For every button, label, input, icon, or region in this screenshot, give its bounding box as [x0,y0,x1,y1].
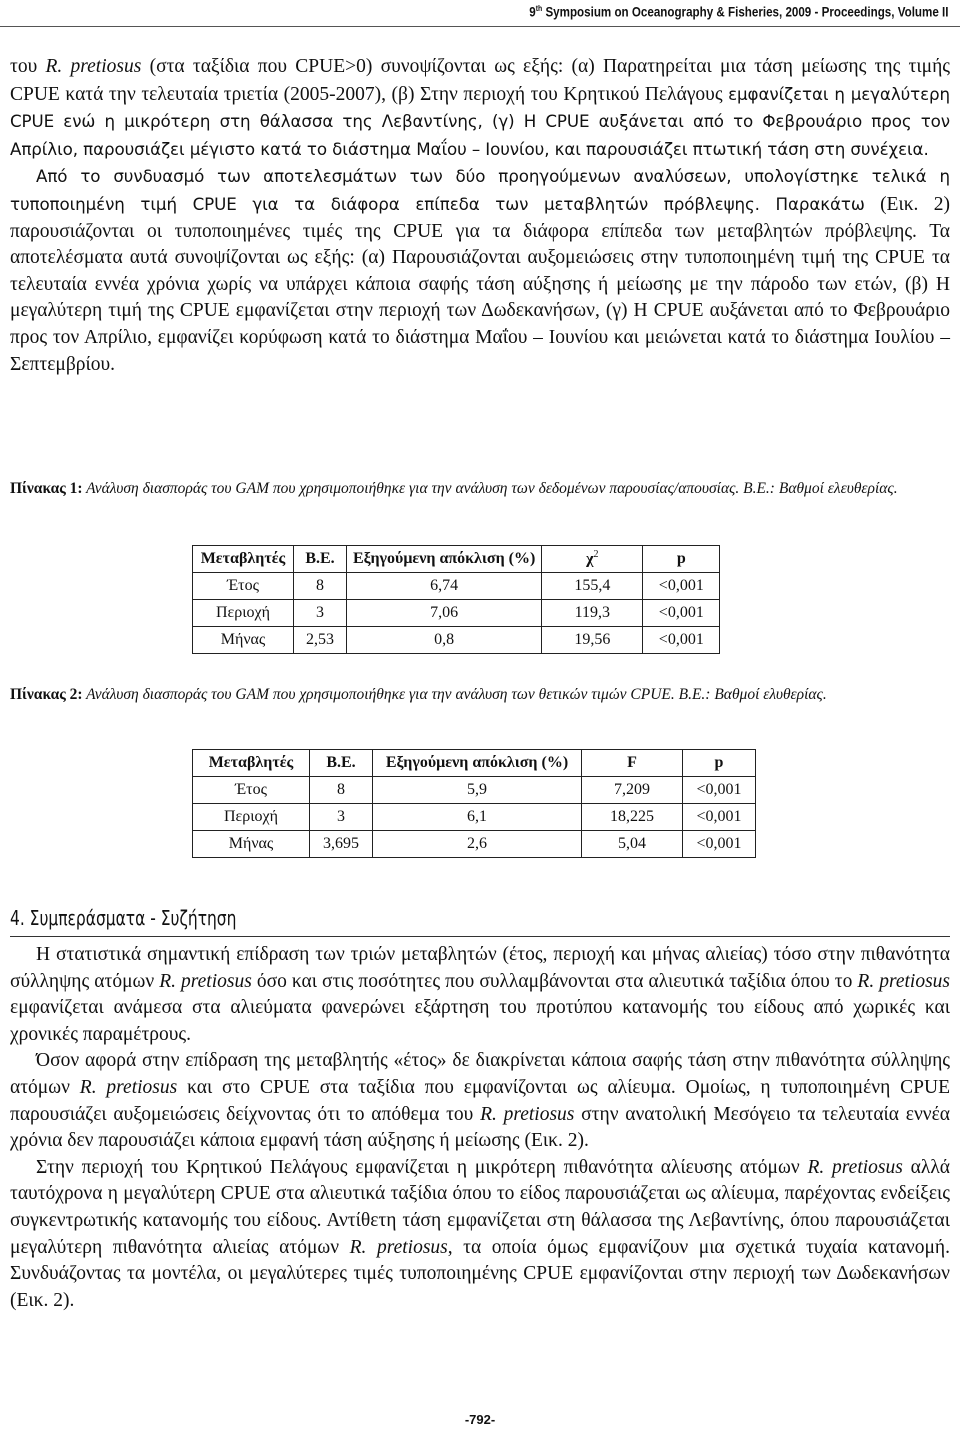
section-divider [10,936,950,937]
table-row: Περιοχή 3 7,06 119,3 <0,001 [193,600,720,627]
body-text-top [10,54,950,378]
table-header-row: Μεταβλητές Β.Ε. Εξηγούμενη απόκλιση (%) $\chi^2$ p [193,546,720,573]
table-row: Περιοχή 3 6,1 18,225 <0,001 [193,804,756,831]
species-name: R. pretiosus [480,1103,575,1125]
section-heading-conclusions: 4. Συμπεράσματα - Συζήτηση [10,906,237,930]
page-number: -792- [464,1412,496,1427]
species-name: R. pretiosus [349,1236,448,1258]
table-row: Έτος 8 6,74 155,4 <0,001 [193,573,720,600]
table1-anova-presence-absence [192,545,720,654]
running-header: 9th Symposium on Oceanography & Fisheries, 2009 - Proceedings, Volume II [528,4,948,20]
header-divider [0,26,960,27]
table1-caption: Πίνακας 1: Ανάλυση διασποράς του GAM που χρησιμοποιήθηκε για την ανάλυση των δεδομένων παρουσίας/απουσίας. Β.Ε.: Βαθμοί ελευθερίας. [10,480,898,497]
paragraph-conclusion-2: Όσον αφορά στην επίδραση της μεταβλητής «έτος» δε διακρίνεται κάποια σαφής τάση στην πιθανότητα σύλληψης ατόμων R. pretiosus και στο CPUE στα ταξίδια που εμφανίζονται ως αλίευμα. Ομοίως, η τυποποιημένη CPUE παρουσιάζει αυξομειώσεις δείχνοντας ότι το απόθεμα του R. pretiosus στην ανατολική Μεσόγειο τα τελευταία εννέα χρόνια δεν παρουσιάζει κάποια εμφανή τάση αύξησης ή μείωσης (Εικ. 2). [10,1050,950,1152]
table-row: Μήνας 3,695 2,6 5,04 <0,001 [193,831,756,858]
species-name: R. pretiosus [807,1156,903,1178]
table2-caption: Πίνακας 2: Ανάλυση διασποράς του GAM που χρησιμοποιήθηκε για την ανάλυση των θετικών τιμών CPUE. Β.Ε.: Βαθμοί ελυθερίας. [10,686,827,703]
species-name: R. pretiosus [45,56,142,77]
table-header-row: Μεταβλητές Β.Ε. Εξηγούμενη απόκλιση (%) F p [193,750,756,777]
table-row: Μήνας 2,53 0,8 19,56 <0,001 [193,627,720,654]
paragraph-standardized-cpue: Από το συνδυασμό των αποτελεσμάτων των δύο προηγούμενων αναλύσεων, υπολογίστηκε τελικά η τυποποιημένη τιμή CPUE για τα διάφορα επίπεδα των μεταβλητών πρόβλεψης. Παρακάτω (Εικ. 2) παρουσιάζονται οι τυποποιημένες τιμές της CPUE για τα διάφορα επίπεδα των μεταβλητών πρόβλεψης. Τα αποτελέσματα αυτά συνοψίζονται ως εξής: (α) Παρουσιάζονται αυξομειώσεις στην τυποποιημένη τιμή της CPUE τα τελευταία εννέα χρόνια χωρίς να υπάρχει κάποια σαφής τάση αύξησης ή μείωσης με την πάροδο των ετών, (β) Η μεγαλύτερη τιμή της CPUE εμφανίζεται στην περιοχή των Δωδεκανήσων, (γ) Η CPUE αυξάνεται από το Φεβρουάριο προς τον Απρίλιο, εμφανίζει κορύφωση κατά το διάστημα Μαΐου – Ιουνίου και μειώνεται κατά το διάστημα Ιουλίου – Σεπτεμβρίου. [10,166,950,375]
table-row: Έτος 8 5,9 7,209 <0,001 [193,777,756,804]
paragraph-conclusion-1: Η στατιστικά σημαντική επίδραση των τριών μεταβλητών (έτος, περιοχή και μήνας αλιείας) τόσο στην πιθανότητα σύλληψης ατόμων R. pretiosus όσο και στις ποσότητες που συλλαμβάνονται στα αλιευτικά ταξίδια όπου το R. pretiosus εμφανίζεται ανάμεσα στα αλιεύματα φανερώνει εξάρτηση του προτύπου κατανομής του είδους από χωρικές και χρονικές παραμέτρους. [10,944,951,1045]
species-name: R. pretiosus [79,1076,178,1098]
paragraph-results-summary: του R. pretiosus (στα ταξίδια που CPUE>0) συνοψίζονται ως εξής: (α) Παρατηρείται μια τάση μείωσης της τιμής CPUE κατά την τελευταία τριετία (2005-2007), (β) Στην περιοχή του Κρητικού Πελάγους εμφανίζεται η μεγαλύτερη CPUE ενώ η μικρότερη στη θάλασσα της Λεβαντίνης, (γ) Η CPUE αυξάνεται από το Φεβρουάριο προς τον Απρίλιο, παρουσιάζει μέγιστο κατά το διάστημα Μαΐου – Ιουνίου, και παρουσιάζει πτωτική τάση στη συνέχεια. [10,56,950,159]
species-name: R. pretiosus [159,970,252,992]
table2-anova-positive-cpue [192,749,756,858]
body-text-conclusions [10,942,950,1314]
species-name: R. pretiosus [857,970,951,992]
paragraph-conclusion-3: Στην περιοχή του Κρητικού Πελάγους εμφανίζεται η μικρότερη πιθανότητα αλίευσης ατόμων R. pretiosus αλλά ταυτόχρονα η μεγαλύτερη CPUE στα αλιευτικά ταξίδια όπου το είδος παρουσιάζεται ως αλίευμα, παρέχοντας ενδείξεις συγκεντρωτικής κατανομής του είδους. Αντίθετη τάση εμφανίζεται στη θάλασσα της Λεβαντίνης, όπου παρουσιάζεται μεγαλύτερη πιθανότητα αλιείας ατόμων R. pretiosus, τα οποία όμως εμφανίζουν μια σχετικά τυχαία κατανομή. Συνδυάζοντας τα μοντέλα, οι μεγαλύτερες τιμές τυποποιημένης CPUE εμφανίζονται στην περιοχή των Δωδεκανήσων (Εικ. 2). [10,1156,951,1311]
